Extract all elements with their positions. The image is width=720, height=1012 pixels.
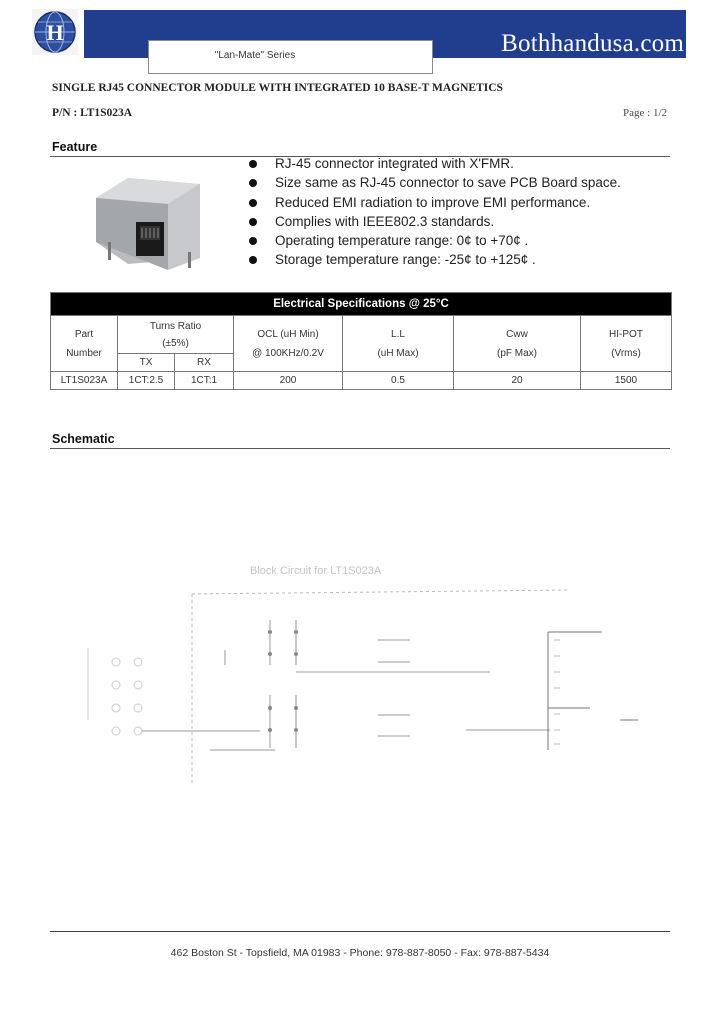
bullet-icon	[249, 160, 257, 168]
logo-letter: H	[46, 20, 64, 45]
schematic-caption: Block Circuit for LT1S023A	[250, 565, 382, 577]
schematic-diagram	[60, 550, 680, 800]
cww-header: Cww (pF Max)	[454, 316, 581, 372]
feature-item: Complies with IEEE802.3 standards.	[245, 214, 621, 233]
part-header: Part Number	[51, 316, 118, 372]
footer-address: 462 Boston St - Topsfield, MA 01983 - Phone: 978-887-8050 - Fax: 978-887-5434	[170, 947, 550, 959]
feature-item: Size same as RJ-45 connector to save PCB Board space.	[245, 175, 621, 194]
bullet-icon	[249, 179, 257, 187]
feature-heading: Feature	[52, 140, 98, 154]
cww-cell: 20	[454, 372, 581, 390]
document-title: SINGLE RJ45 CONNECTOR MODULE WITH INTEGRATED 10 BASE-T MAGNETICS	[52, 82, 503, 94]
ll-cell: 0.5	[343, 372, 454, 390]
rx-cell: 1CT:1	[175, 372, 234, 390]
ll-header: L.L (uH Max)	[343, 316, 454, 372]
hipot-header: HI-POT (Vrms)	[581, 316, 672, 372]
feature-item: Storage temperature range: -25¢ to +125¢ .	[245, 252, 621, 271]
schematic-heading: Schematic	[52, 432, 115, 446]
brand-name: Bothhandusa.com	[501, 30, 684, 57]
bullet-icon	[249, 199, 257, 207]
tx-cell: 1CT:2.5	[118, 372, 175, 390]
part-cell: LT1S023A	[51, 372, 118, 390]
page-number: Page : 1/2	[623, 107, 667, 119]
rx-header: RX	[175, 354, 234, 372]
hipot-cell: 1500	[581, 372, 672, 390]
feature-item: RJ-45 connector integrated with X'FMR.	[245, 156, 621, 175]
turns-ratio-header: Turns Ratio (±5%)	[118, 316, 234, 354]
schematic-divider	[50, 448, 670, 449]
bullet-icon	[249, 237, 257, 245]
feature-item: Reduced EMI radiation to improve EMI performance.	[245, 195, 621, 214]
company-logo	[32, 9, 78, 55]
bullet-icon	[249, 218, 257, 226]
rj45-connector-photo	[88, 172, 206, 276]
part-number: P/N : LT1S023A	[52, 107, 133, 119]
electrical-spec-table	[50, 292, 672, 390]
ocl-cell: 200	[234, 372, 343, 390]
spec-banner: Electrical Specifications @ 25°C	[51, 293, 672, 316]
globe-logo-icon	[32, 9, 78, 55]
tx-header: TX	[118, 354, 175, 372]
ocl-header: OCL (uH Min) @ 100KHz/0.2V	[234, 316, 343, 372]
series-box	[148, 40, 433, 74]
footer-divider	[50, 931, 670, 932]
series-label: "Lan-Mate" Series	[214, 50, 296, 61]
table-row	[51, 372, 672, 390]
feature-item: Operating temperature range: 0¢ to +70¢ .	[245, 233, 621, 252]
feature-list	[245, 156, 621, 272]
bullet-icon	[249, 256, 257, 264]
